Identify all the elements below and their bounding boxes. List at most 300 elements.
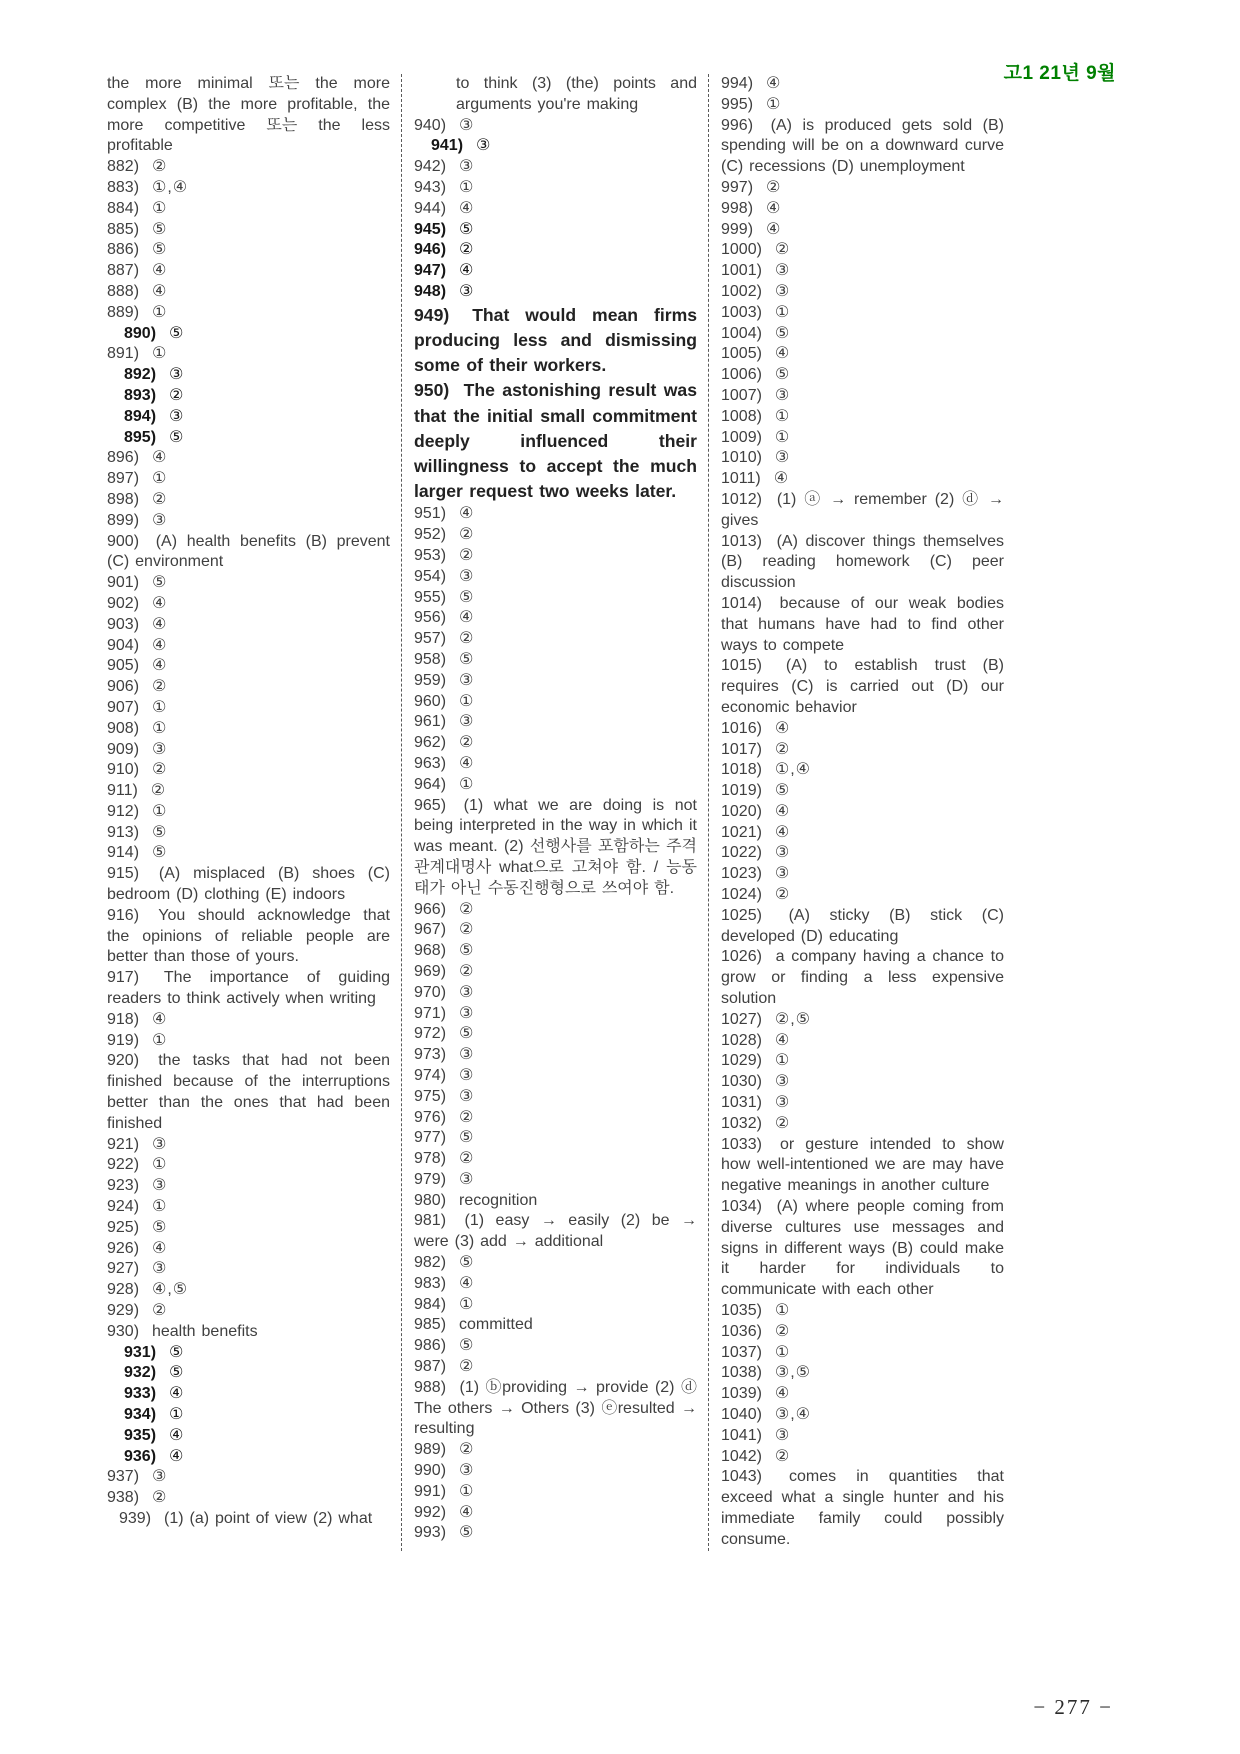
answer-choice: ② <box>151 158 168 176</box>
answer-choice: ④ <box>458 1503 475 1521</box>
item-number: 928) <box>107 1281 140 1299</box>
answer-choice: ③ <box>151 740 168 758</box>
answer-choice: ④ <box>151 1010 168 1028</box>
answer-item <box>414 1295 697 1316</box>
answer-choice: ⑤ <box>168 1343 185 1361</box>
item-number: 959) <box>414 671 447 689</box>
answer-choice: ① <box>151 1031 168 1049</box>
answer-item <box>107 1405 390 1426</box>
answer-choice: ② <box>458 1441 475 1459</box>
answer-column-1 <box>107 74 390 1551</box>
answer-choice: ⑤ <box>151 241 168 259</box>
answer-item <box>107 511 390 532</box>
answer-item <box>107 1426 390 1447</box>
item-number: 945) <box>414 220 447 238</box>
answer-item <box>721 303 1004 324</box>
item-number: 911) <box>107 782 138 800</box>
answer-choice: ③ <box>458 671 475 689</box>
answer-item <box>721 843 1004 864</box>
answer-item <box>107 1051 390 1134</box>
item-number: 909) <box>107 740 140 758</box>
answer-choice: ⑤ <box>774 366 791 384</box>
item-number: 1004) <box>721 324 762 342</box>
answer-item <box>414 303 697 379</box>
answer-item <box>721 1322 1004 1343</box>
answer-item <box>107 282 390 303</box>
item-number: 921) <box>107 1135 140 1153</box>
item-number: 898) <box>107 490 140 508</box>
answer-text: The astonishing result was that the initial small commitment deeply influenced their willingness to accept the much larger request two weeks later. <box>414 380 697 502</box>
answer-item <box>721 95 1004 116</box>
answer-choice: ② <box>458 900 475 918</box>
item-number: 973) <box>414 1046 447 1064</box>
item-number: 1019) <box>721 782 762 800</box>
answer-choice: ① <box>774 1302 791 1320</box>
answer-item <box>414 1461 697 1482</box>
answer-item <box>107 968 390 1010</box>
answer-item <box>414 796 697 900</box>
item-number: 997) <box>721 178 754 196</box>
answer-item <box>414 1253 697 1274</box>
answer-item <box>721 1343 1004 1364</box>
answer-choice: ① <box>458 775 475 793</box>
answer-item <box>721 1051 1004 1072</box>
answer-choice: ④ <box>458 754 475 772</box>
answer-item <box>107 1155 390 1176</box>
answer-item <box>414 178 697 199</box>
answer-item <box>414 712 697 733</box>
item-number: 957) <box>414 630 447 648</box>
answer-item <box>107 1135 390 1156</box>
item-number: 986) <box>414 1337 447 1355</box>
answer-choice: ① <box>774 1052 791 1070</box>
answer-choice: ①,④ <box>151 178 189 196</box>
item-number: 958) <box>414 650 447 668</box>
item-number: 1029) <box>721 1052 762 1070</box>
answer-item <box>721 428 1004 449</box>
item-number: 988) <box>414 1378 447 1396</box>
answer-item <box>107 781 390 802</box>
answer-text: because of our weak bodies that humans have had to find other ways to compete <box>721 594 1004 654</box>
answer-item <box>414 1211 697 1253</box>
answer-choice: ② <box>151 761 168 779</box>
item-number: 956) <box>414 609 447 627</box>
answer-item <box>414 240 697 261</box>
item-number: 1009) <box>721 428 762 446</box>
answer-text: to think (3) (the) points and arguments you're making <box>456 75 697 113</box>
answer-choice: ④ <box>458 505 475 523</box>
answer-item <box>414 920 697 941</box>
answer-text: You should acknowledge that the opinions of reliable people are better than those of yours. <box>107 906 390 966</box>
item-number: 980) <box>414 1191 447 1209</box>
answer-item <box>414 692 697 713</box>
answer-choice: ④ <box>773 470 790 488</box>
answer-item <box>414 1336 697 1357</box>
answer-item <box>721 178 1004 199</box>
answer-choice: ⑤ <box>168 324 185 342</box>
answer-choice: ③ <box>774 844 791 862</box>
item-number: 1028) <box>721 1031 762 1049</box>
exam-header-label: 고1 21년 9월 <box>1003 63 1116 84</box>
item-number: 932) <box>124 1364 157 1382</box>
answer-item <box>414 962 697 983</box>
answer-item <box>107 615 390 636</box>
answer-choice: ③ <box>774 262 791 280</box>
answer-item <box>107 490 390 511</box>
continuation-text <box>414 74 697 116</box>
answer-choice: ⑤ <box>458 1337 475 1355</box>
answer-choice: ③,④ <box>774 1406 812 1423</box>
answer-item <box>107 1343 390 1364</box>
answer-text: (1) ⓐ → remember (2) ⓓ → gives <box>721 490 1004 529</box>
answer-item <box>721 906 1004 948</box>
item-number: 913) <box>107 823 140 841</box>
answer-text: a company having a chance to grow or finding a less expensive solution <box>721 948 1004 1008</box>
answer-choice: ② <box>458 962 475 980</box>
answer-choice: ③,⑤ <box>774 1364 812 1382</box>
answer-choice: ④,⑤ <box>151 1281 189 1299</box>
item-number: 915) <box>107 865 140 883</box>
answer-choice: ④ <box>151 636 168 654</box>
answer-choice: ④ <box>168 1447 185 1465</box>
answer-choice: ⑤ <box>151 220 168 238</box>
item-number: 1011) <box>721 470 761 488</box>
answer-item <box>721 324 1004 345</box>
answer-text: the tasks that had not been finished because of the interruptions better than the ones that had been finished <box>107 1052 391 1132</box>
answer-choice: ④ <box>151 615 168 633</box>
answer-choice: ② <box>458 630 475 648</box>
answer-item <box>721 344 1004 365</box>
answer-item <box>721 947 1004 1009</box>
answer-choice: ⑤ <box>151 574 168 592</box>
answer-text: That would mean firms producing less and dismissing some of their workers. <box>414 304 697 376</box>
item-number: 987) <box>414 1358 447 1376</box>
item-number: 941) <box>431 137 464 155</box>
item-number: 955) <box>414 588 447 606</box>
answer-item <box>414 1024 697 1045</box>
answer-choice: ① <box>774 303 791 321</box>
answer-choice: ① <box>458 692 475 710</box>
item-number: 897) <box>107 470 140 488</box>
item-number: 905) <box>107 657 140 675</box>
item-number: 1034) <box>721 1198 762 1216</box>
item-number: 1037) <box>721 1343 762 1361</box>
answer-item <box>721 1114 1004 1135</box>
answer-choice: ③ <box>458 713 475 731</box>
item-number: 976) <box>414 1108 447 1126</box>
answer-item <box>721 760 1004 781</box>
answer-item <box>721 1301 1004 1322</box>
answer-item <box>414 567 697 588</box>
answer-item <box>414 1045 697 1066</box>
answer-choice: ② <box>774 241 791 259</box>
item-number: 990) <box>414 1462 447 1480</box>
answer-choice: ③ <box>151 1135 168 1153</box>
answer-choice: ④ <box>458 1274 475 1292</box>
answer-item <box>107 469 390 490</box>
answer-text: (A) is produced gets sold (B) spending will be on a downward curve (C) recessions (D) unemployment <box>721 116 1004 176</box>
answer-choice: ④ <box>765 75 782 92</box>
answer-item <box>107 324 390 345</box>
continuation-text <box>107 74 390 157</box>
item-number: 952) <box>414 526 447 544</box>
answer-item <box>721 1405 1004 1426</box>
answer-item <box>721 656 1004 718</box>
item-number: 967) <box>414 921 447 939</box>
answer-choice: ⑤ <box>168 1364 185 1382</box>
answer-item <box>107 199 390 220</box>
answer-text: (1) easy → easily (2) be → were (3) add → additional <box>414 1212 697 1251</box>
item-number: 893) <box>124 386 157 404</box>
item-number: 1027) <box>721 1010 762 1028</box>
item-number: 1032) <box>721 1114 762 1132</box>
answer-choice: ② <box>774 1114 791 1132</box>
item-number: 886) <box>107 241 140 259</box>
answer-item <box>107 636 390 657</box>
answer-item <box>107 698 390 719</box>
answer-choice: ② <box>774 886 791 904</box>
answer-item <box>107 594 390 615</box>
item-number: 901) <box>107 574 140 592</box>
answer-item <box>414 671 697 692</box>
item-number: 918) <box>107 1010 140 1028</box>
item-number: 1038) <box>721 1364 762 1382</box>
answer-item <box>107 240 390 261</box>
answer-choice: ① <box>151 199 168 217</box>
answer-choice: ⑤ <box>458 1129 475 1147</box>
answer-item <box>107 1384 390 1405</box>
answer-choice: ⑤ <box>151 844 168 862</box>
answer-item <box>414 525 697 546</box>
item-number: 970) <box>414 983 447 1001</box>
answer-choice: ② <box>765 178 782 196</box>
item-number: 912) <box>107 802 140 820</box>
answer-choice: ④ <box>151 594 168 612</box>
answer-text: (A) to establish trust (B) requires (C) is carried out (D) our economic behavior <box>721 657 1004 716</box>
answer-item <box>107 1031 390 1052</box>
item-number: 1033) <box>721 1135 762 1153</box>
answer-item <box>107 1197 390 1218</box>
item-number: 965) <box>414 796 447 814</box>
item-number: 998) <box>721 199 754 217</box>
answer-item <box>107 386 390 407</box>
answer-text: The importance of guiding readers to think actively when writing <box>107 969 390 1008</box>
answer-choice: ④ <box>151 1239 168 1257</box>
item-number: 907) <box>107 698 140 716</box>
item-number: 977) <box>414 1129 447 1147</box>
answer-item <box>414 378 697 504</box>
item-number: 989) <box>414 1441 447 1459</box>
answer-choice: ②,⑤ <box>774 1010 812 1028</box>
answer-choice: ④ <box>774 1031 791 1049</box>
answer-item <box>107 573 390 594</box>
answer-item <box>414 775 697 796</box>
answer-item <box>414 733 697 754</box>
answer-choice: ③ <box>168 366 185 384</box>
item-number: 899) <box>107 511 140 529</box>
answer-choice: ④ <box>151 657 168 675</box>
answer-item <box>721 1093 1004 1114</box>
item-number: 889) <box>107 303 140 321</box>
item-number: 1017) <box>721 740 762 758</box>
item-number: 885) <box>107 220 140 238</box>
item-number: 908) <box>107 719 140 737</box>
item-number: 953) <box>414 546 447 564</box>
answer-item <box>414 650 697 671</box>
item-number: 940) <box>414 116 447 134</box>
item-number: 894) <box>124 407 157 425</box>
answer-item <box>721 469 1004 490</box>
answer-item <box>107 1280 390 1301</box>
item-number: 930) <box>107 1322 140 1340</box>
answer-item <box>107 261 390 282</box>
answer-text: (A) misplaced (B) shoes (C) bedroom (D) clothing (E) indoors <box>107 865 390 904</box>
answer-choice: ② <box>458 546 475 564</box>
answer-choice: ① <box>151 345 168 363</box>
answer-item <box>107 1322 390 1343</box>
answer-item <box>721 220 1004 241</box>
item-number: 1005) <box>721 345 762 363</box>
answer-item <box>721 407 1004 428</box>
item-number: 925) <box>107 1218 140 1236</box>
item-number: 944) <box>414 199 447 217</box>
answer-item <box>414 900 697 921</box>
answer-choice: ③ <box>475 137 492 155</box>
answer-item <box>414 629 697 650</box>
answer-choice: ③ <box>458 1170 475 1188</box>
item-number: 979) <box>414 1170 447 1188</box>
answer-choice: ② <box>774 740 791 758</box>
answer-item <box>107 1363 390 1384</box>
answer-item <box>414 1170 697 1191</box>
item-number: 916) <box>107 906 140 924</box>
answer-item <box>414 1503 697 1524</box>
item-number: 1015) <box>721 657 762 675</box>
answer-item <box>414 1149 697 1170</box>
item-number: 968) <box>414 942 447 960</box>
answer-item <box>107 760 390 781</box>
item-number: 1042) <box>721 1447 762 1465</box>
answer-item <box>107 1301 390 1322</box>
item-number: 904) <box>107 636 140 654</box>
answer-item <box>107 1176 390 1197</box>
answer-column-3 <box>708 74 1004 1551</box>
item-number: 991) <box>414 1482 447 1500</box>
item-number: 1008) <box>721 407 762 425</box>
item-number: 981) <box>414 1212 447 1230</box>
answer-choice: ① <box>458 178 475 196</box>
answer-item <box>414 1274 697 1295</box>
answer-choice: ③ <box>458 282 475 300</box>
item-number: 951) <box>414 505 447 523</box>
answer-choice: ② <box>151 490 168 508</box>
answer-item <box>721 594 1004 656</box>
answer-item <box>721 74 1004 95</box>
answer-choice: ① <box>774 428 791 446</box>
answer-text: or gesture intended to show how well-intentioned we are may have negative meanings in another culture <box>721 1135 1004 1195</box>
answer-choice: ③ <box>774 386 791 404</box>
answer-item <box>721 490 1004 532</box>
answer-item <box>107 1467 390 1488</box>
item-number: 1020) <box>721 802 762 820</box>
answer-choice: ③ <box>458 567 475 585</box>
answer-text: (A) sticky (B) stick (C) developed (D) educating <box>721 906 1004 945</box>
answer-choice: ④ <box>774 802 791 820</box>
answer-item <box>721 199 1004 220</box>
item-number: 982) <box>414 1254 447 1272</box>
item-number: 999) <box>721 220 754 238</box>
item-number: 1025) <box>721 906 762 924</box>
answer-item <box>107 344 390 365</box>
answer-choice: ① <box>151 470 168 488</box>
answer-item <box>414 1004 697 1025</box>
answer-column-2 <box>401 74 697 1551</box>
answer-choice: ② <box>458 1150 475 1168</box>
item-number: 946) <box>414 241 447 259</box>
item-number: 926) <box>107 1239 140 1257</box>
answer-choice: ④ <box>168 1385 185 1403</box>
answer-choice: ⑤ <box>458 1524 475 1542</box>
item-number: 923) <box>107 1177 140 1195</box>
answer-choice: ④ <box>774 823 791 841</box>
answer-item <box>721 885 1004 906</box>
item-number: 1000) <box>721 241 762 259</box>
item-number: 1040) <box>721 1406 762 1423</box>
item-number: 1035) <box>721 1302 762 1320</box>
item-number: 922) <box>107 1156 140 1174</box>
item-number: 892) <box>124 366 157 384</box>
answer-item <box>721 1197 1004 1301</box>
item-number: 942) <box>414 158 447 176</box>
answer-item <box>721 1072 1004 1093</box>
answer-choice: ② <box>458 1358 475 1376</box>
answer-item <box>414 1523 697 1544</box>
item-number: 906) <box>107 678 140 696</box>
item-number: 933) <box>124 1385 157 1403</box>
answer-choice: ⑤ <box>151 823 168 841</box>
answer-choice: ③ <box>774 282 791 300</box>
answer-item <box>721 532 1004 594</box>
answer-choice: ① <box>765 95 782 113</box>
answer-item <box>414 1482 697 1503</box>
answer-choice: ③ <box>458 1087 475 1105</box>
item-number: 961) <box>414 713 447 731</box>
answer-choice: ② <box>150 782 167 800</box>
item-number: 903) <box>107 615 140 633</box>
answer-item <box>721 1426 1004 1447</box>
answer-item <box>107 802 390 823</box>
answer-item <box>414 282 697 303</box>
answer-choice: ② <box>151 678 168 696</box>
page-number: − 277 − <box>1033 1695 1113 1719</box>
answer-text: (A) where people coming from diverse cultures use messages and signs in different ways (B) could make it harder for individuals to communicate with each other <box>721 1198 1005 1299</box>
answer-item <box>107 864 390 906</box>
item-number: 917) <box>107 969 140 987</box>
answer-item <box>721 1447 1004 1468</box>
answer-choice: ⑤ <box>458 650 475 668</box>
item-number: 929) <box>107 1302 140 1320</box>
answer-choice: ④ <box>458 199 475 217</box>
answer-item <box>414 608 697 629</box>
answer-choice: ⑤ <box>458 588 475 606</box>
answer-choice: ① <box>151 802 168 820</box>
item-number: 963) <box>414 754 447 772</box>
answer-choice: ④ <box>151 282 168 300</box>
item-number: 927) <box>107 1260 140 1278</box>
answer-item <box>107 823 390 844</box>
item-number: 971) <box>414 1004 447 1022</box>
item-number: 983) <box>414 1274 447 1292</box>
